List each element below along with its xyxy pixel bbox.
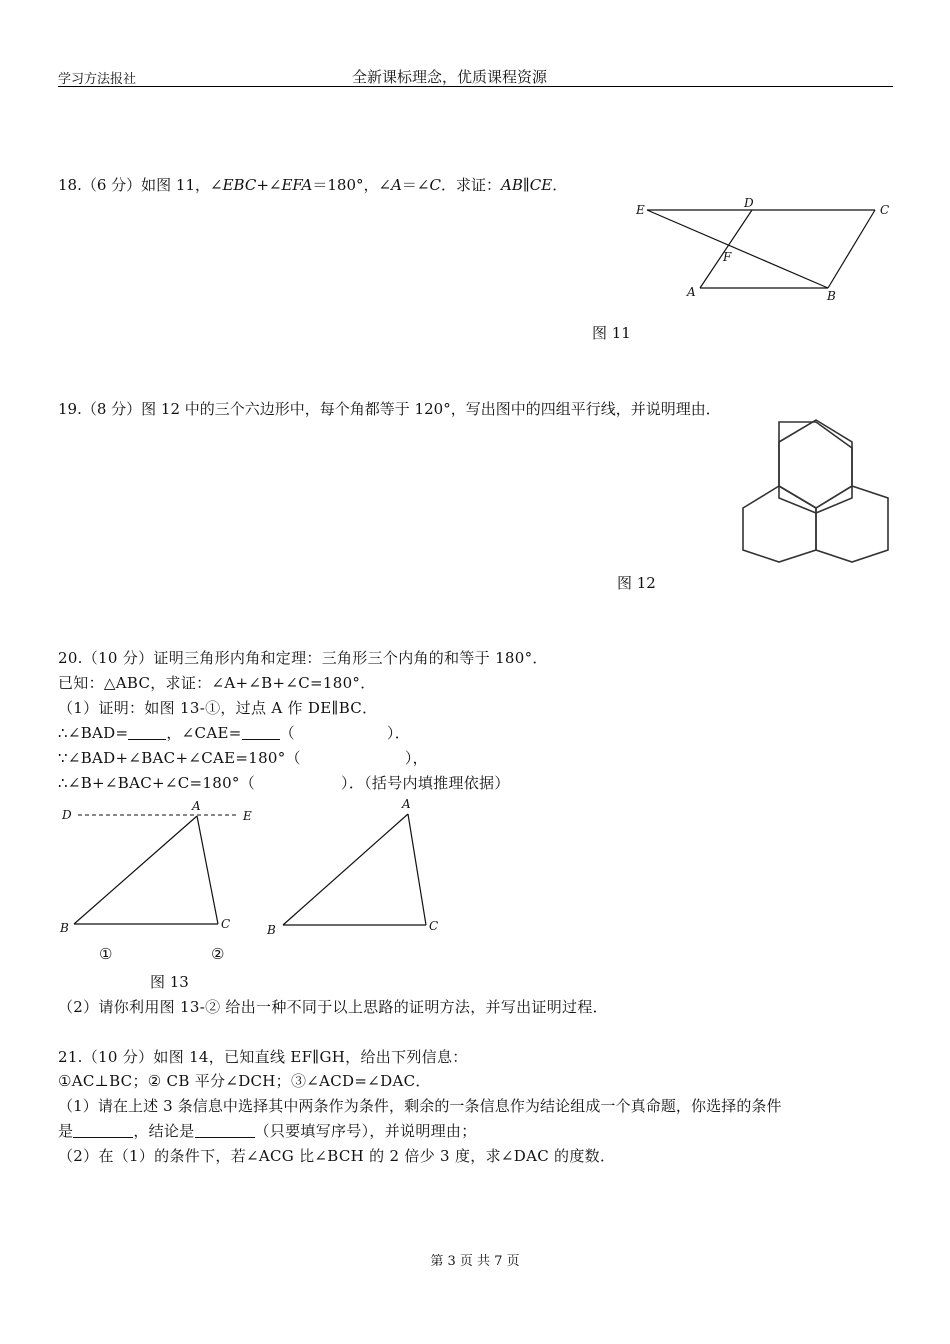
fig13-1-label-D: D [62, 808, 72, 822]
fig13-1-label-A: A [192, 799, 201, 813]
figure-12-hexagons [735, 412, 900, 570]
question-21-line-3: （1）请在上述 3 条信息中选择其中两条作为条件，剩余的一条信息作为结论组成一个真命题，你选择的条件 [58, 1097, 782, 1115]
fig11-label-C: C [880, 203, 890, 217]
figure-13-2 [262, 794, 452, 944]
header-publisher: 学习方法报社 [58, 72, 137, 87]
fig11-label-F: F [723, 250, 732, 264]
fig11-label-A: A [687, 285, 696, 299]
header-slogan: 全新课标理念，优质课程资源 [352, 68, 548, 86]
answer-blank-cae[interactable] [242, 725, 280, 740]
question-18-text: 18.（6 分）如图 11，∠EBC+∠EFA＝180°，∠A＝∠C．求证：AB∥CE． [58, 176, 568, 194]
question-20-line-6: ∴∠B+∠BAC+∠C=180°（ ）．（括号内填推理依据） [58, 774, 510, 792]
question-20-line-1: 20.（10 分）证明三角形内角和定理：三角形三个内角的和等于 180°． [58, 649, 548, 667]
question-20-line-4: ∴∠BAD= ，∠CAE= （ ）． [58, 724, 410, 742]
figure-13-number-1: ① [99, 945, 113, 963]
figure-13-1 [56, 796, 266, 941]
page-footer: 第 3 页 共 7 页 [430, 1254, 520, 1269]
question-20-line-2: 已知：△ABC，求证：∠A+∠B+∠C=180°． [58, 674, 376, 692]
fig11-label-B: B [827, 289, 836, 303]
question-19-text: 19.（8 分）图 12 中的三个六边形中，每个角都等于 120°，写出图中的四组平行线，并说明理由． [58, 400, 721, 418]
fig13-1-label-E: E [243, 809, 252, 823]
fig11-label-D: D [744, 196, 754, 210]
fig13-2-label-C: C [429, 919, 439, 933]
question-20-line-7: （2）请你利用图 13-② 给出一种不同于以上思路的证明方法，并写出证明过程． [58, 998, 608, 1016]
question-21-line-1: 21.（10 分）如图 14，已知直线 EF∥GH，给出下列信息： [58, 1048, 468, 1066]
question-20-line-5: ∵∠BAD+∠BAC+∠CAE=180°（ ）， [58, 749, 428, 767]
question-21-line-5: （2）在（1）的条件下，若∠ACG 比∠BCH 的 2 倍少 3 度，求∠DAC 的度数． [58, 1147, 616, 1165]
figure-13-caption: 图 13 [150, 973, 189, 991]
question-21-line-4: 是 ，结论是 （只要填写序号），并说明理由； [58, 1122, 477, 1140]
figure-13-number-2: ② [211, 945, 225, 963]
fig11-label-E: E [636, 203, 645, 217]
fig13-2-label-A: A [402, 797, 411, 811]
answer-blank-conditions[interactable] [73, 1123, 133, 1138]
figure-11 [620, 190, 910, 310]
fig13-1-label-C: C [221, 917, 231, 931]
fig13-1-label-B: B [60, 921, 69, 935]
figure-12-caption: 图 12 [617, 574, 656, 592]
question-20-line-3: （1）证明：如图 13-①，过点 A 作 DE∥BC． [58, 699, 378, 717]
answer-blank-bad[interactable] [128, 725, 166, 740]
fig13-2-label-B: B [267, 923, 276, 937]
header-rule [58, 86, 893, 87]
question-21-line-2: ①AC⊥BC；② CB 平分∠DCH；③∠ACD=∠DAC． [58, 1072, 431, 1090]
answer-blank-conclusion[interactable] [195, 1123, 255, 1138]
figure-11-caption: 图 11 [592, 324, 631, 342]
